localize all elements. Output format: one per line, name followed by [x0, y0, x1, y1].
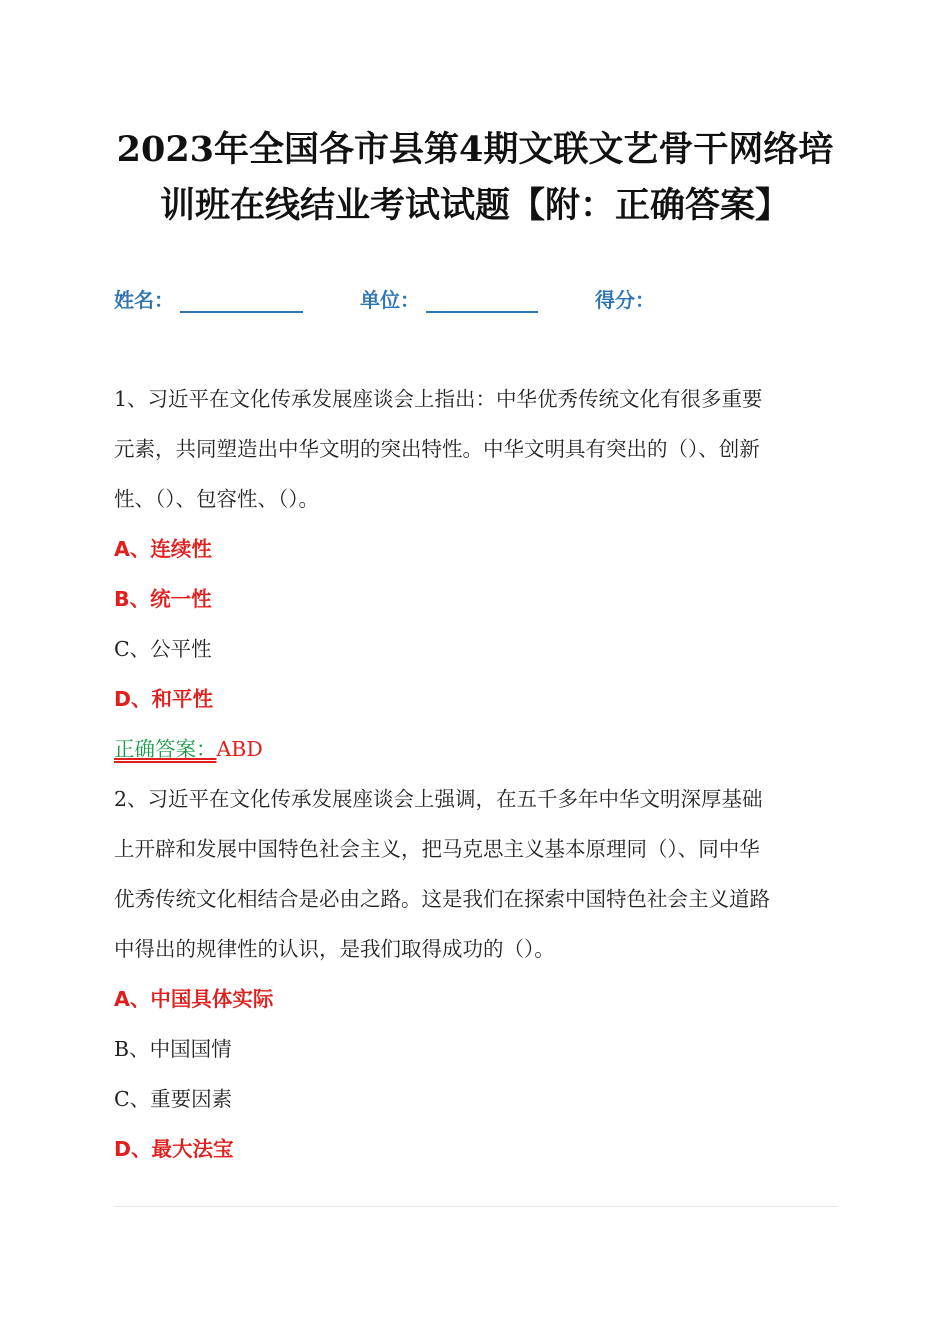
- question-2: [114, 774, 844, 1174]
- unit-label: 单位：: [360, 288, 420, 312]
- question-2-option-a: A、中国具体实际: [114, 987, 274, 1011]
- page-bottom-divider: [114, 1206, 838, 1207]
- question-2-line-2: 上开辟和发展中国特色社会主义，把马克思主义基本原理同（）、同中华: [114, 837, 760, 861]
- score-label: 得分：: [595, 288, 655, 312]
- question-2-option-b: B、中国国情: [114, 1037, 232, 1061]
- answer-label: 正确答案：: [114, 737, 217, 761]
- name-blank-line: [180, 311, 303, 313]
- question-1-line-3: 性、（）、包容性、（）。: [114, 487, 319, 511]
- name-label: 姓名：: [114, 288, 174, 312]
- answer-value: ABD: [216, 737, 263, 761]
- question-1-option-b: B、统一性: [114, 587, 212, 611]
- question-1: [114, 374, 844, 774]
- document-title: [60, 122, 890, 234]
- question-2-line-4: 中得出的规律性的认识，是我们取得成功的（）。: [114, 937, 555, 961]
- question-1-answer: [114, 724, 844, 774]
- question-1-option-d: D、和平性: [114, 687, 214, 711]
- question-2-option-d: D、最大法宝: [114, 1137, 234, 1161]
- title-line-1: 2023年全国各市县第4期文联文艺骨干网络培: [116, 129, 834, 170]
- question-list: [114, 374, 844, 1174]
- question-2-line-1: 2、习近平在文化传承发展座谈会上强调，在五千多年中华文明深厚基础: [114, 787, 763, 811]
- question-2-option-c: C、重要因素: [114, 1087, 233, 1111]
- question-1-option-c: C、公平性: [114, 637, 212, 661]
- question-1-option-a: A、连续性: [114, 537, 212, 561]
- question-2-line-3: 优秀传统文化相结合是必由之路。这是我们在探索中国特色社会主义道路: [114, 887, 770, 911]
- title-line-2: 训班在线结业考试试题【附：正确答案】: [159, 185, 790, 226]
- unit-blank-line: [426, 311, 538, 313]
- question-1-line-1: 1、习近平在文化传承发展座谈会上指出：中华优秀传统文化有很多重要: [114, 387, 763, 411]
- question-1-line-2: 元素，共同塑造出中华文明的突出特性。中华文明具有突出的（）、创新: [114, 437, 760, 461]
